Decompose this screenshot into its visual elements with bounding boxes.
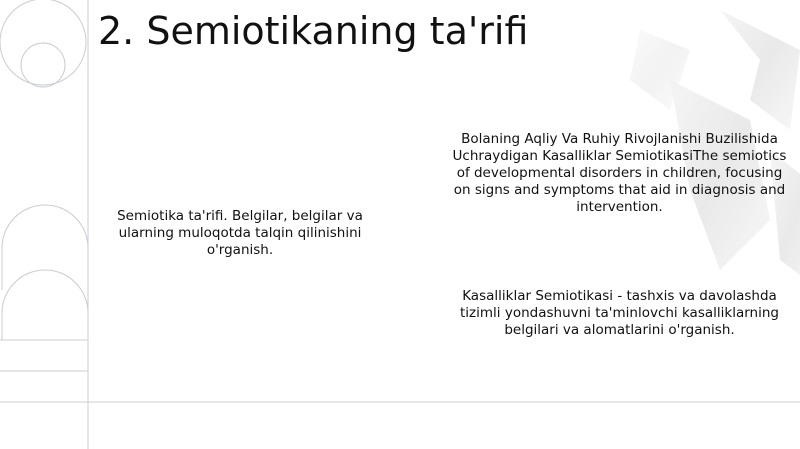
top-small-circle (21, 43, 65, 87)
lower-arch (2, 270, 88, 340)
disease-semiotics-text: Kasalliklar Semiotikasi - tashxis va davolashda tizimli yondashuvni ta'minlovchi kasalliklarning belgilari va alomatlarini o'rganish. (460, 288, 779, 338)
middle-arch (2, 205, 88, 290)
developmental-disorders-text: Bolaning Aqliy Va Ruhiy Rivojlanishi Buzilishida Uchraydigan Kasalliklar SemiotikasiThe semiotics of developmental disorders in children, focusing on signs and symptoms that aid in diagnosis and intervention. (452, 131, 787, 215)
semiotics-definition-text: Semiotika ta'rifi. Belgilar, belgilar va ularning muloqotda talqin qilinishini o'rganish. (117, 208, 363, 258)
slide-title: 2. Semiotikaning ta'rifi (98, 9, 529, 53)
